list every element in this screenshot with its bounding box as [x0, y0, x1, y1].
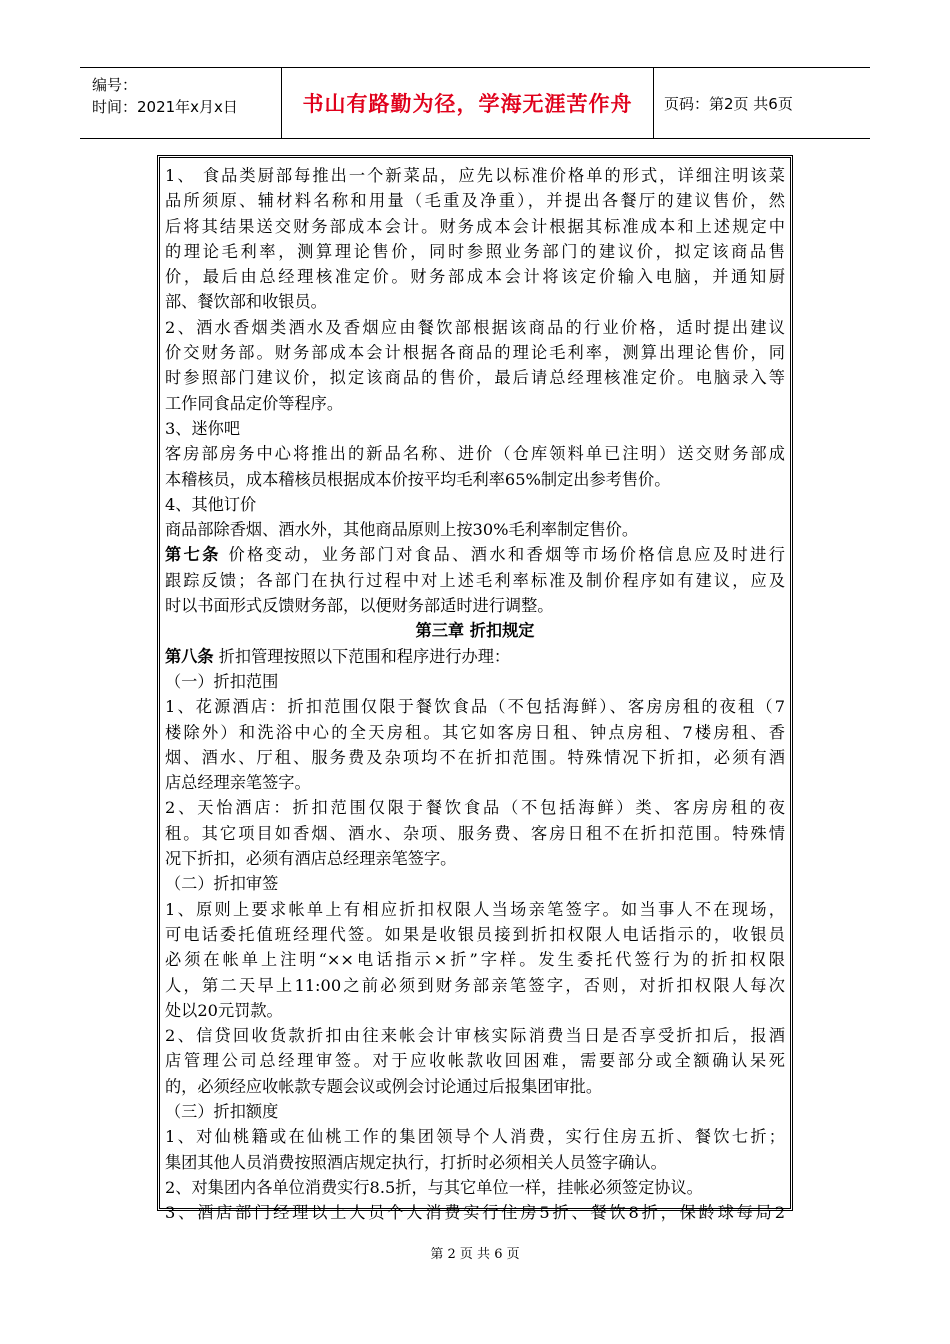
line-text: 租。其它项目如香烟、酒水、杂项、服务费、客房日租不在折扣范围。特殊情 — [165, 823, 785, 843]
line-text: 客房部房务中心将推出的新品名称、进价（仓库领料单已注明）送交财务部成 — [165, 444, 785, 464]
line-text: 2、天怡酒店：折扣范围仅限于餐饮食品（不包括海鲜）类、客房房租的夜 — [165, 798, 785, 818]
text-line — [165, 163, 785, 188]
text-line — [165, 315, 785, 340]
text-line — [165, 998, 785, 1023]
text-line — [165, 542, 785, 567]
line-text: 1、花源酒店：折扣范围仅限于餐饮食品（不包括海鲜）、客房房租的夜租（7 — [165, 697, 785, 717]
line-text: 4、其他订价 — [165, 494, 257, 514]
text-line — [165, 568, 785, 593]
text-line — [165, 897, 785, 922]
line-text: 人，第二天早上11:00之前必须到财务部亲笔签字，否则，对折扣权限人每次 — [165, 975, 785, 995]
line-text: 店管理公司总经理审签。对于应收帐款收回困难，需要部分或全额确认呆死 — [165, 1051, 785, 1071]
line-text: 集团其他人员消费按照酒店规定执行，打折时必须相关人员签字确认。 — [165, 1152, 667, 1172]
text-line — [165, 1200, 785, 1225]
text-line — [165, 922, 785, 947]
text-line — [165, 239, 785, 264]
text-line — [165, 467, 785, 492]
line-text: 折扣管理按照以下范围和程序进行办理： — [213, 646, 511, 666]
text-line — [165, 694, 785, 719]
content-frame — [157, 155, 793, 1223]
body-text — [165, 163, 785, 1225]
text-line — [165, 846, 785, 871]
line-text: 3、酒店部门经理以上人员个人消费实行住房5折、餐饮8折，保龄球每局2 — [165, 1203, 785, 1223]
line-text: 品所须原、辅材料名称和用量（毛重及净重），并提出各餐厅的建议售价，然 — [165, 191, 785, 211]
line-text: 跟踪反馈；各部门在执行过程中对上述毛利率标准及制价程序如有建议，应及 — [165, 570, 785, 590]
line-text: 价，最后由总经理核准定价。财务部成本会计将该定价输入电脑，并通知厨 — [165, 267, 785, 287]
line-text: 3、迷你吧 — [165, 418, 241, 438]
line-text: 楼除外）和洗浴中心的全天房租。其它如客房日租、钟点房租、7楼房租、香 — [165, 722, 785, 742]
text-line — [165, 644, 785, 669]
text-line — [165, 1074, 785, 1099]
header-page-info: 页码：第2页 共6页 — [664, 94, 793, 113]
page-footer: 第 2 页 共 6 页 — [430, 1247, 520, 1262]
text-line — [165, 669, 785, 694]
text-line — [165, 264, 785, 289]
header-motto: 书山有路勤为径，学海无涯苦作舟 — [282, 68, 654, 138]
text-line — [165, 770, 785, 795]
text-line — [165, 821, 785, 846]
line-text: 的理论毛利率，测算理论售价，同时参照业务部门的建议价，拟定该商品售 — [165, 241, 785, 261]
document-date-label: 时间：2021年x月x日 — [92, 98, 238, 116]
text-line — [165, 1023, 785, 1048]
text-line — [165, 441, 785, 466]
line-text: 店总经理亲笔签字。 — [165, 773, 311, 793]
line-text: 必须在帐单上注明“××电话指示×折”字样。发生委托代签行为的折扣权限 — [165, 950, 785, 970]
text-line — [165, 1150, 785, 1175]
text-line — [165, 973, 785, 998]
text-line — [165, 593, 785, 618]
line-text: 工作同食品定价等程序。 — [165, 393, 344, 413]
line-text: 时参照部门建议价，拟定该商品的售价，最后请总经理核准定价。电脑录入等 — [165, 368, 785, 388]
line-text: 后将其结果送交财务部成本会计。财务成本会计根据其标准成本和上述规定中 — [165, 216, 785, 236]
line-text: 1、原则上要求帐单上有相应折扣权限人当场亲笔签字。如当事人不在现场， — [165, 899, 785, 919]
line-text: 商品部除香烟、酒水外，其他商品原则上按30%毛利率制定售价。 — [165, 520, 639, 540]
line-text: 的，必须经应收帐款专题会议或例会讨论通过后报集团审批。 — [165, 1076, 603, 1096]
line-text: 2、对集团内各单位消费实行8.5折，与其它单位一样，挂帐必须签定协议。 — [165, 1177, 703, 1197]
line-text: 2、酒水香烟类酒水及香烟应由餐饮部根据该商品的行业价格，适时提出建议 — [165, 317, 785, 337]
text-line — [165, 1048, 785, 1073]
line-text: 时以书面形式反馈财务部，以便财务部适时进行调整。 — [165, 596, 554, 616]
text-line — [165, 517, 785, 542]
line-text: 可电话委托值班经理代签。如果是收银员接到折扣权限人电话指示的，收银员 — [165, 924, 785, 944]
text-line — [165, 391, 785, 416]
text-line — [165, 871, 785, 896]
line-text: 况下折扣，必须有酒店总经理亲笔签字。 — [165, 849, 457, 869]
document-number-label: 编号： — [92, 76, 138, 94]
header-info-cell — [80, 68, 282, 138]
text-line — [165, 340, 785, 365]
page-header — [80, 67, 870, 139]
text-line — [165, 1175, 785, 1200]
line-text: 部、餐饮部和收银员。 — [165, 292, 327, 312]
line-text: 烟、酒水、厅租、服务费及杂项均不在折扣范围。特殊情况下折扣，必须有酒 — [165, 747, 785, 767]
text-line — [165, 492, 785, 517]
text-line — [165, 745, 785, 770]
article-number: 第七条 — [165, 545, 221, 565]
text-line — [165, 289, 785, 314]
line-text: 本稽核员，成本稽核员根据成本价按平均毛利率65%制定出参考售价。 — [165, 469, 671, 489]
text-line — [165, 947, 785, 972]
text-line — [165, 1099, 785, 1124]
line-text: 价格变动，业务部门对食品、酒水和香烟等市场价格信息应及时进行 — [220, 545, 785, 565]
text-line — [165, 188, 785, 213]
line-text: 价交财务部。财务部成本会计根据各商品的理论毛利率，测算出理论售价，同 — [165, 343, 785, 363]
line-text: 处以20元罚款。 — [165, 1000, 283, 1020]
line-text: 1、 食品类厨部每推出一个新菜品，应先以标准价格单的形式，详细注明该菜 — [165, 166, 785, 185]
line-text: 2、信贷回收货款折扣由往来帐会计审核实际消费当日是否享受折扣后，报酒 — [165, 1026, 785, 1046]
text-line — [165, 1124, 785, 1149]
chapter-heading — [165, 618, 785, 643]
text-line — [165, 720, 785, 745]
line-text: （三）折扣额度 — [165, 1101, 279, 1121]
text-line — [165, 416, 785, 441]
article-number: 第八条 — [165, 646, 214, 666]
line-text: （一）折扣范围 — [165, 671, 279, 691]
text-line — [165, 365, 785, 390]
line-text: 1、对仙桃籍或在仙桃工作的集团领导个人消费，实行住房五折、餐饮七折； — [165, 1127, 785, 1147]
text-line — [165, 214, 785, 239]
line-text: 第三章 折扣规定 — [415, 621, 535, 641]
text-line — [165, 795, 785, 820]
line-text: （二）折扣审签 — [165, 874, 279, 894]
